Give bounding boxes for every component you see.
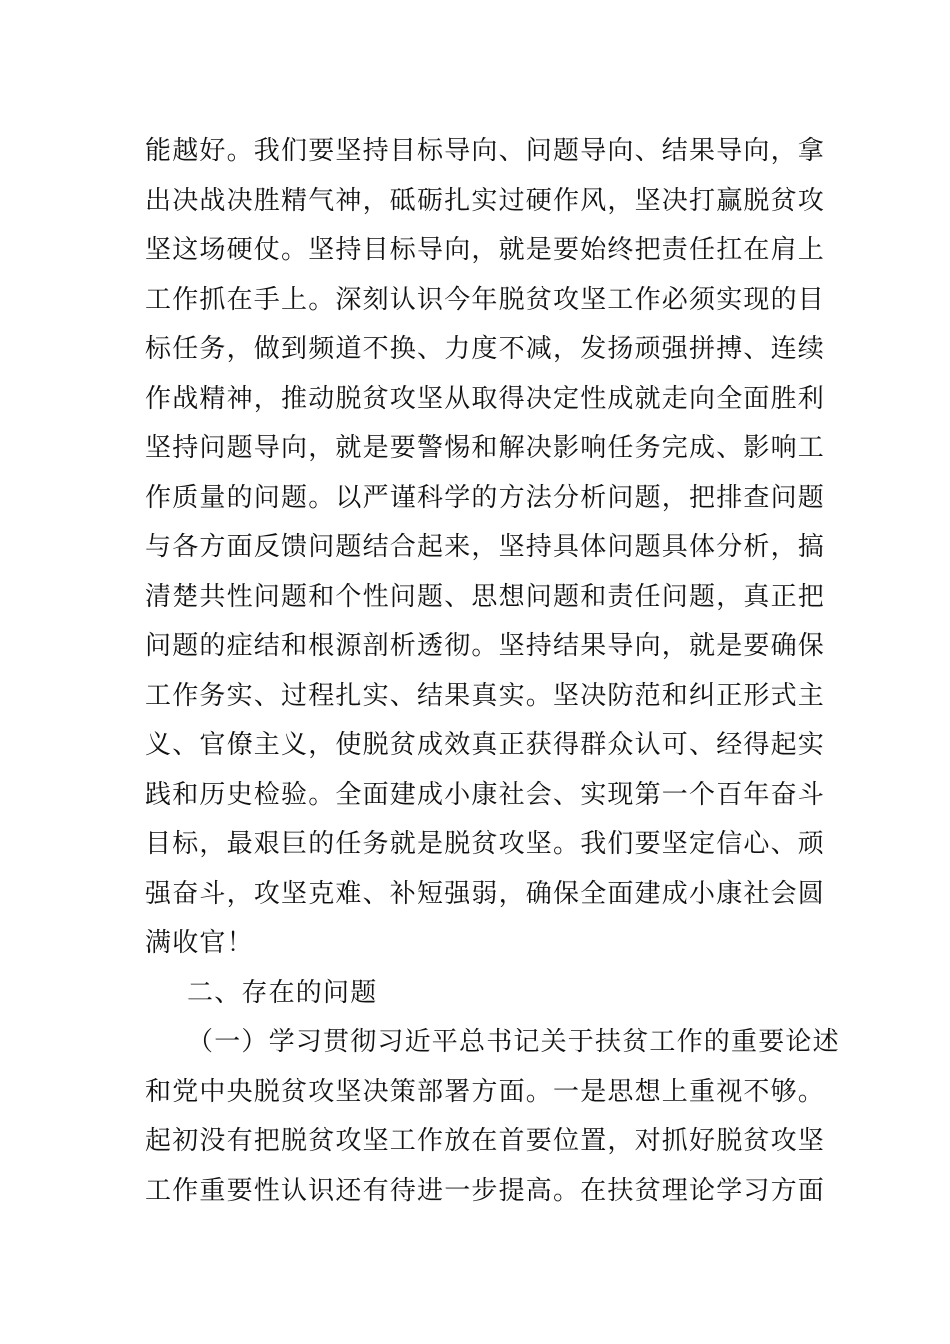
section-heading: 二、存在的问题 xyxy=(187,977,378,1008)
text-line: 满收官！ xyxy=(145,928,254,958)
text-line: 与各方面反馈问题结合起来，坚持具体问题具体分析，搞 xyxy=(145,532,826,562)
text-line: 义、官僚主义，使脱贫成效真正获得群众认可、经得起实 xyxy=(145,730,826,760)
text-line: 和党中央脱贫攻坚决策部署方面。一是思想上重视不够。 xyxy=(145,1076,826,1107)
text-line: 能越好。我们要坚持目标导向、问题导向、结果导向，拿 xyxy=(145,136,826,166)
paragraph-first-line: （一）学习贯彻习近平总书记关于扶贫工作的重要论述 xyxy=(187,1027,840,1057)
text-line: 问题的症结和根源剖析透彻。坚持结果导向，就是要确保 xyxy=(145,631,826,661)
text-line: 作战精神，推动脱贫攻坚从取得决定性成就走向全面胜利 xyxy=(145,383,826,414)
text-line: 目标，最艰巨的任务就是脱贫攻坚。我们要坚定信心、顽 xyxy=(145,829,826,859)
text-line: 清楚共性问题和个性问题、思想问题和责任问题，真正把 xyxy=(145,581,826,612)
text-line: 出决战决胜精气神，砥砺扎实过硬作风，坚决打赢脱贫攻 xyxy=(145,185,826,216)
text-line: 坚持问题导向，就是要警惕和解决影响任务完成、影响工 xyxy=(145,433,826,463)
text-line: 工作重要性认识还有待进一步提高。在扶贫理论学习方面 xyxy=(145,1175,826,1206)
text-line: 工作务实、过程扎实、结果真实。坚决防范和纠正形式主 xyxy=(145,680,826,711)
text-line: 强奋斗，攻坚克难、补短强弱，确保全面建成小康社会圆 xyxy=(145,878,826,909)
text-line: 坚这场硬仗。坚持目标导向，就是要始终把责任扛在肩上 xyxy=(145,235,826,265)
text-line: 践和历史检验。全面建成小康社会、实现第一个百年奋斗 xyxy=(145,779,826,810)
text-line: 起初没有把脱贫攻坚工作放在首要位置，对抓好脱贫攻坚 xyxy=(145,1126,826,1156)
text-line: 作质量的问题。以严谨科学的方法分析问题，把排查问题 xyxy=(145,482,826,513)
text-line: 标任务，做到频道不换、力度不减，发扬顽强拼搏、连续 xyxy=(145,334,826,364)
document-body xyxy=(0,127,950,1216)
text-line: 工作抓在手上。深刻认识今年脱贫攻坚工作必须实现的目 xyxy=(145,284,826,315)
